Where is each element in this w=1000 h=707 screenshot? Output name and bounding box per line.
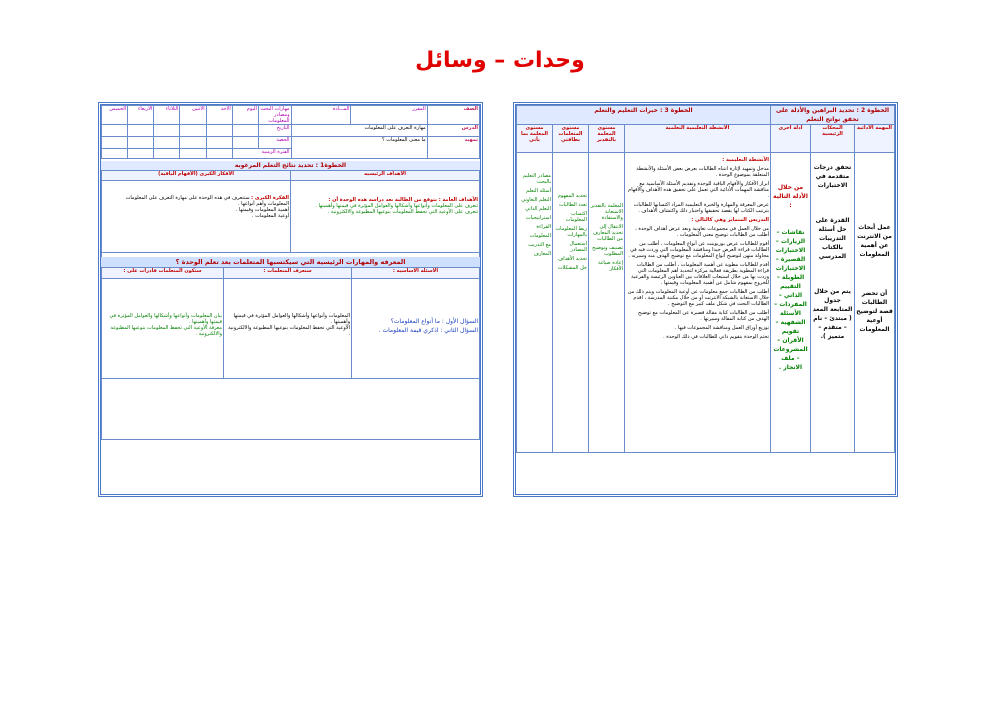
step1-bar: الخطوة1 : تحديد نتائج التعلم المرغوبه [101,161,480,170]
time-label: الفترة الزمنية [232,149,291,159]
big-ideas-item-1: أهمية المعلومات وقيمتها . [235,207,289,213]
col-task: المهمة الأدائية [855,125,895,153]
knowledge-table [101,267,480,379]
activity-3: عرض المعرفة والمهارة والخبرة التعليمية المراد اكتسابها للطالبات بترتيب الكتاب لها بقصد تحقيقها واختبار ذلك واكتشاف الأهداف . [633,202,769,214]
teacher-level-1: المعلمة بالتقدير الاستعانة والاستفادة [590,203,623,221]
col-misc-level: مستوى المعلمة بما يأتي [517,125,553,153]
intro-label: تمهيد [427,137,479,159]
general-goal: الأهداف العامة : يتوقع من الطالبة بعد دراسة هذه الوحدة أن : [328,197,478,203]
lesson-value: مهارة التعرف على المعلومات [291,125,427,137]
skill-label: المـــادة [291,106,351,125]
step3-bar: الخطوة 3 : خبرات التعليم والتعلم [517,106,771,125]
date-label: التاريخ [258,125,291,137]
question-1: السؤال الأول : ما أنواع المعلومات؟ [390,318,478,325]
activity-7: أقدم للطالبات مطوية عن أهمية المعلومات ، أطلب من الطالبات قراءة المطوية بطريقة فعالية مركزة لتحديد أهم المعلومات التي وردت بها من خلال استيعاب العلاقات بين العناوين الرئيسة والفرعية للخروج بمفهوم شامل عن أهمية المعلومات وقيمتها . [631,262,769,286]
col-evidence: أدلة أخرى [770,125,810,153]
criteria-text: تحقق درجات متقدمة في الاختبارات [813,164,852,189]
section2-bar: المعرفه والمهارات الرئيسيه التي سيكتسبها المتعلمات بعد تعلم الوحدة ؟ [101,257,480,267]
day-thu: الخميس [102,106,128,125]
col-criteria: المحكات الرئيسية [811,125,855,153]
evidence-experience-table [516,105,895,453]
task-text: عمل أبحاث من الانترنت عن أهمية المعلومات [857,224,892,258]
activity-5: من خلال العمل في مجموعات تعاونية وبعد عرض أهداف الوحدة ، أطلب من الطالبات توضيح معنى المعلومات . [635,226,769,238]
misc-level-4: التعلم الذاتي [525,206,551,212]
right-page-panel [513,102,898,497]
activity-8: أطلب من الطالبات جمع معلومات عن أوعية المعلومات ويتم ذلك من خلال الاستعانة بالشبكة الانترنت أو من خلال مكتبة المدرسة ، اقدم الطالبات البحث في شكل ملف كبير مع التوضيح . [627,289,769,307]
misc-level-5: استراتيجيات [525,215,551,221]
activity-10: توزيع أوراق العمل ومناقشة المجموعات فيها . [674,325,769,331]
misc-level-7: المعلومات [529,233,551,239]
criteria-text-3: يتم من خلال جدول المتابعة المعد ( مبتدئ – نام – متقدم – متميز ). [812,288,853,340]
teacher-level-2: الانتقال إلى تحديد المعارف من الطالبات [592,224,623,242]
day-wed: الأربعاء [128,106,154,125]
period-label: الحصة [258,137,291,149]
big-ideas-label: الفكرة الكبرى : [251,195,289,201]
step2-bar: الخطوة 2 : تحديد البراهين والأدلة على تحقق نواتج التعلم [770,106,894,125]
know-item-1: المعلومات وأنواعها وأشكالها والعوامل المؤثرة في قيمتها وأهميتها . [233,313,350,325]
task-text-2: أن تحضر الطالبات قصة لتوضيح أوعية المعلومات [856,290,893,333]
learner-level-1: تحديد المفهوم [557,193,587,199]
page-title: وحدات – وسائل [415,48,585,73]
goals-main-head: الأهداف الرئيسيه [291,171,480,181]
activity-1: مدخل وتمهيد لإثارة انتباه الطالبات بعرض بعض الأسئلة والأنشطة المتعلقة بموضوع الوحدة . [636,166,769,178]
day-mon: الاثنين [180,106,206,125]
goals-big-head: الأفكار الكبرى (الأفهام الباقية) [102,171,291,181]
col-teacher-level: مستوى المعلمة بالتقدير [588,125,624,153]
learner-level-3: اكتساب المعلومات [565,211,587,223]
subject-value: مهارات البحث ومصادر المعلومات [260,106,290,124]
misc-level-9: المعارف [533,251,551,257]
misc-level-1: مصادر التعليم بالبحث [522,173,551,185]
evidence-text: نقاشات – الزيارات – الاختبارات القصيرة – الاختبارات الطويلة – التقييم الذاتي – المفردات – الأسئلة الشفهية – تقويم الأقران – المشروعات – ملف الانجاز . [773,229,808,371]
goal-item-1: تتعرف على المعلومات وأنواعها وأشكالها والعوامل المؤثرة في قيمتها وأهميتها . [315,203,478,209]
question-2: السؤال الثاني : اذكري قيمة المعلومات . [378,327,478,334]
misc-level-8: مع التدريب [528,242,551,248]
left-page-panel [98,102,483,497]
misc-level-2: أسئلة التعلم [526,188,551,194]
activity-head: الأنشطة التعليمية : [722,157,769,163]
lesson-label: الدرس [427,125,479,137]
subject-label: المقرر [351,106,427,125]
activity-6: أقوم للطالبات عرض بوربوينت عن أنواع المعلومات ، أطلب من الطالبات قراءة العرض جيدا ومناقشة المعلومات التي وردت فيه في محاولة منهن لتوضيح أنواع المعلومات مع توضيح الهدف منه وسيرته . [628,241,769,259]
able-head: ستكون المتعلمات قادرات على : [102,268,224,279]
activity-11: تختم الوحدة بتقويم ذاتي للطالبات في ذلك الوحدة . [663,334,769,340]
learner-level-4: ربط المعلومات بالمهارات [555,226,587,238]
activity-2: ابراز الأفكار والأفهام الباقية للوحدة وتقديم الأسئلة الأساسية مع مناقشة المهمات الأدائية التي تعمل على تحقيق هذه الأهداف والأفهام . [628,181,769,199]
goal-item-2: تتعرف على الأوعية التي تحفظ المعلومات بنوعيها المطبوعة والالكترونية . [327,209,478,215]
big-ideas-item-2: أوعية المعلومات . [251,213,289,219]
intro-value: ما معنى المعلومات ؟ [291,137,427,159]
able-item-2: معرفة الأوعية التي تحفظ المعلومات بنوعيها المطبوعة والالكترونية . [110,325,222,337]
questions-head: الأسئله الأساسيه : [352,268,480,279]
big-ideas-text: ستتعرف في هذه الوحدة على مهارة التعرف على المعلومات [125,195,250,201]
learner-level-2: تعدد الطالبات [558,202,587,208]
activity-4: التدريس المتمايز وهي كالتالي : [691,217,769,223]
goals-table [101,170,480,253]
teacher-level-3: تصنيف وتوضيح المطلوب [592,245,623,257]
criteria-text-2: القدرة على حل أسئلة التدريبات بالكتاب المدرسي [815,217,850,260]
day-tue: الثلاثاء [154,106,180,125]
day-label: اليوم [232,106,258,125]
learner-level-6: تحديد الأهداف [558,256,587,262]
day-sun: الأحد [206,106,232,125]
lesson-header-table [101,105,480,159]
know-head: ستعرف المتعلمات : [224,268,352,279]
col-learner-level: مستوى المتعلمات بطاقتي [552,125,588,153]
big-ideas-list-label: المعلومات وأهم أنواعها . [237,201,289,207]
learner-level-5: استعمال المصادر [569,241,587,253]
able-item-1: بيان المعلومات وأنواعها وأشكالها والعوامل المؤثرة في قيمتها وأهميتها . [109,313,222,325]
col-activities: الأنشطة التعليمية التعلمية [624,125,770,153]
teacher-level-4: إعادة صياغة الأفكار [598,260,623,272]
misc-level-3: التعلم التعاوني [521,197,551,203]
misc-level-6: القراءة [536,224,551,230]
learner-level-7: حل المشكلات [557,265,587,271]
activity-9: أطلب من الطالبات كتابة مقالة قصيرة عن المعلومات مع توضيح الهدف من كتابة المقالة وسيرتها . [637,310,769,322]
evidence-head: من خلال الأدلة التالية : [773,184,808,209]
know-item-2: الأوعية التي تحفظ المعلومات بنوعيها المطبوعة والالكترونية . [228,325,350,337]
class-label: الصف [427,106,479,125]
